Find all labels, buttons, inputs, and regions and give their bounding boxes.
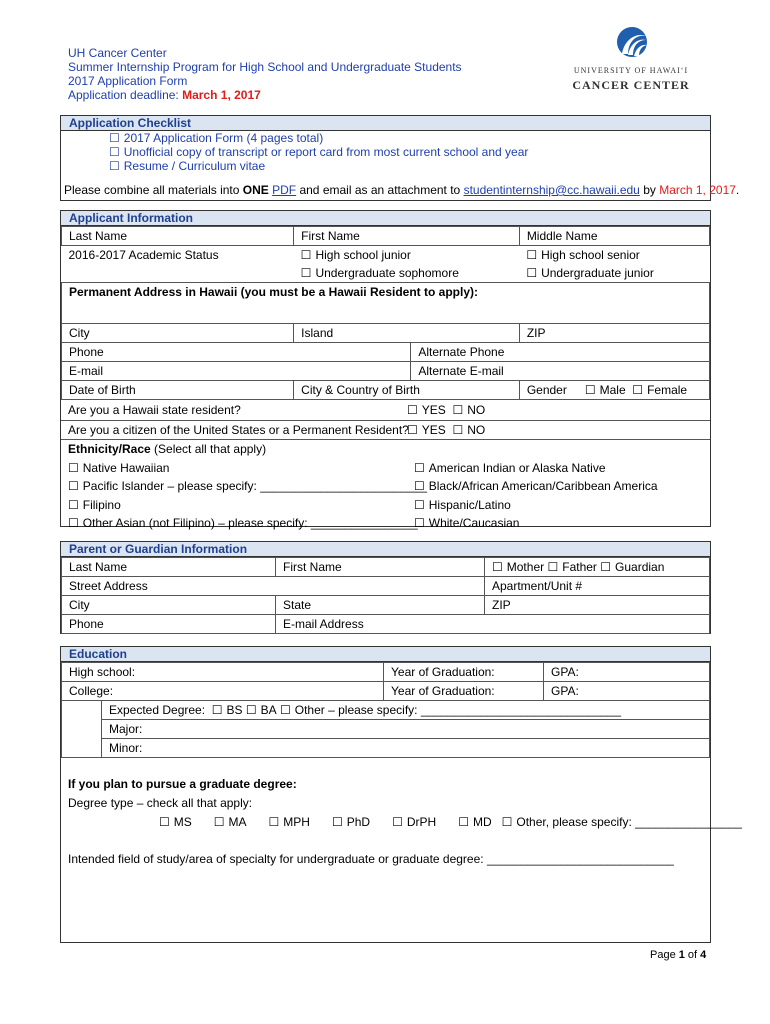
relation-guardian[interactable]: ☐ Guardian	[600, 560, 664, 574]
gender-label: Gender	[526, 383, 567, 397]
expected-degree-row	[102, 701, 710, 720]
college-field[interactable]: College:	[62, 682, 384, 701]
degree-other[interactable]: ☐ Other – please specify: ______________________________	[280, 703, 621, 717]
city-field[interactable]: City	[62, 324, 294, 343]
grad-ma[interactable]: ☐ MA	[214, 815, 247, 829]
org-name: UH Cancer Center	[68, 46, 167, 60]
status-label: 2016-2017 Academic Status	[68, 248, 219, 262]
guardian-apt[interactable]: Apartment/Unit #	[485, 577, 710, 596]
page-total: 4	[700, 949, 707, 961]
middle-name-field[interactable]: Middle Name	[519, 227, 709, 246]
citizen-no[interactable]: ☐ NO	[452, 423, 485, 437]
form-header	[68, 46, 462, 102]
grad-mph[interactable]: ☐ MPH	[269, 815, 310, 829]
intended-field[interactable]: Intended field of study/area of specialty for undergraduate or graduate degree: ____________________________	[68, 852, 674, 866]
minor-field[interactable]: Minor:	[102, 739, 710, 758]
high-school-field[interactable]: High school:	[62, 663, 384, 682]
page-label: Page	[650, 949, 679, 961]
phone-field[interactable]: Phone	[62, 343, 411, 362]
resident-row	[61, 400, 710, 421]
education-section	[60, 646, 742, 943]
logo-line-1: UNIVERSITY OF HAWAIʻI	[573, 66, 689, 75]
education-table	[61, 662, 710, 758]
note-end: .	[735, 183, 740, 197]
status-ug-junior[interactable]: ☐ Undergraduate junior	[526, 266, 654, 280]
checklist-title: Application Checklist	[61, 116, 710, 131]
address-field[interactable]: Permanent Address in Hawaii (you must be a Hawaii Resident to apply):	[62, 283, 710, 324]
note-mid: and email as an attachment to	[296, 183, 464, 197]
guardian-table	[61, 557, 710, 634]
checklist-item-transcript[interactable]: ☐ Unofficial copy of transcript or report card from most current school and year	[109, 145, 710, 159]
resident-question: Are you a Hawaii state resident?	[68, 403, 241, 417]
checklist-item-resume[interactable]: ☐ Resume / Curriculum vitae	[109, 159, 710, 173]
note-one: ONE	[242, 183, 269, 197]
deadline-label: Application deadline:	[68, 88, 183, 102]
zip-field[interactable]: ZIP	[519, 324, 709, 343]
guardian-section	[60, 541, 711, 634]
deadline	[68, 88, 462, 102]
resident-no[interactable]: ☐ NO	[452, 403, 485, 417]
note-by: by	[639, 183, 660, 197]
checklist-section	[60, 115, 740, 201]
eth-pacific-islander[interactable]: ☐ Pacific Islander – please specify: _________________________	[68, 477, 710, 496]
gender-female[interactable]: ☐ Female	[632, 383, 687, 397]
ethnicity-note: (Select all that apply)	[150, 442, 267, 456]
ethnicity-block	[61, 440, 710, 533]
checklist-item-form[interactable]: ☐ 2017 Application Form (4 pages total)	[109, 131, 710, 145]
relation-father[interactable]: ☐ Father	[547, 560, 596, 574]
last-name-field[interactable]: Last Name	[62, 227, 294, 246]
grad-other[interactable]: ☐ Other, please specify: ________________	[502, 815, 742, 829]
email-field[interactable]: E-mail	[62, 362, 411, 381]
grad-md[interactable]: ☐ MD	[458, 815, 491, 829]
major-field[interactable]: Major:	[102, 720, 710, 739]
college-gpa[interactable]: GPA:	[544, 682, 710, 701]
deadline-date: March 1, 2017	[182, 88, 261, 102]
citizen-yes[interactable]: ☐ YES	[407, 423, 446, 437]
gender-field	[519, 381, 709, 400]
guardian-zip[interactable]: ZIP	[485, 596, 710, 615]
gender-male[interactable]: ☐ Male	[585, 383, 626, 397]
grad-drph[interactable]: ☐ DrPH	[392, 815, 436, 829]
guardian-email[interactable]: E-mail Address	[276, 615, 710, 634]
status-ug-sophomore[interactable]: ☐ Undergraduate sophomore	[301, 266, 459, 280]
eth-american-indian[interactable]: ☐ American Indian or Alaska Native	[414, 459, 658, 478]
college-grad-year[interactable]: Year of Graduation:	[384, 682, 544, 701]
guardian-city[interactable]: City	[62, 596, 276, 615]
guardian-phone[interactable]: Phone	[62, 615, 276, 634]
hs-gpa[interactable]: GPA:	[544, 663, 710, 682]
guardian-street[interactable]: Street Address	[62, 577, 485, 596]
degree-bs[interactable]: ☐ BS	[212, 703, 243, 717]
eth-native-hawaiian[interactable]: ☐ Native Hawaiian	[68, 459, 710, 478]
expected-degree-label: Expected Degree:	[109, 703, 206, 717]
relation-mother[interactable]: ☐ Mother	[492, 560, 544, 574]
applicant-title: Applicant Information	[61, 211, 710, 226]
note-text: Please combine all materials into	[64, 183, 243, 197]
page-current: 1	[678, 949, 685, 961]
first-name-field[interactable]: First Name	[294, 227, 520, 246]
ethnicity-label: Ethnicity/Race	[68, 442, 151, 456]
eth-hispanic[interactable]: ☐ Hispanic/Latino	[414, 496, 658, 515]
eth-black[interactable]: ☐ Black/African American/Caribbean America	[414, 477, 658, 496]
island-field[interactable]: Island	[294, 324, 520, 343]
guardian-state[interactable]: State	[276, 596, 485, 615]
pdf-link[interactable]: PDF	[272, 183, 297, 197]
eth-white[interactable]: ☐ White/Caucasian	[414, 514, 658, 533]
page-number	[650, 949, 706, 961]
applicant-table	[61, 226, 710, 400]
guardian-title: Parent or Guardian Information	[61, 542, 710, 557]
uh-cancer-center-logo	[566, 26, 696, 98]
eth-other-asian[interactable]: ☐ Other Asian (not Filipino) – please specify: ________________	[68, 514, 710, 533]
alt-phone-field[interactable]: Alternate Phone	[411, 343, 710, 362]
citizen-question: Are you a citizen of the United States or a Permanent Resident?	[68, 423, 409, 437]
status-hs-senior[interactable]: ☐ High school senior	[526, 248, 639, 262]
eth-filipino[interactable]: ☐ Filipino	[68, 496, 710, 515]
note-date: March 1, 2017	[659, 183, 736, 197]
birthplace-field[interactable]: City & Country of Birth	[294, 381, 520, 400]
logo-line-2: CANCER CENTER	[572, 78, 690, 92]
grad-ms[interactable]: ☐ MS	[159, 815, 192, 829]
grad-phd[interactable]: ☐ PhD	[332, 815, 370, 829]
guardian-last-name[interactable]: Last Name	[62, 558, 276, 577]
applicant-section	[60, 210, 711, 530]
hs-grad-year[interactable]: Year of Graduation:	[384, 663, 544, 682]
status-hs-junior[interactable]: ☐ High school junior	[301, 248, 411, 262]
email-link[interactable]: studentinternship@cc.hawaii.edu	[463, 183, 640, 197]
submission-note	[64, 183, 739, 197]
page-of: of	[684, 949, 701, 961]
citizen-row	[61, 421, 710, 440]
alt-email-field[interactable]: Alternate E-mail	[411, 362, 710, 381]
degree-ba[interactable]: ☐ BA	[246, 703, 277, 717]
grad-degree-options	[159, 815, 742, 829]
degree-type-label: Degree type – check all that apply:	[68, 796, 253, 810]
dob-field[interactable]: Date of Birth	[62, 381, 294, 400]
resident-yes[interactable]: ☐ YES	[407, 403, 446, 417]
education-title: Education	[61, 647, 710, 662]
grad-plan-label: If you plan to pursue a graduate degree:	[68, 777, 297, 791]
guardian-first-name[interactable]: First Name	[276, 558, 485, 577]
form-name: 2017 Application Form	[68, 74, 188, 88]
guardian-relation	[485, 558, 710, 577]
program-name: Summer Internship Program for High School and Undergraduate Students	[68, 60, 462, 74]
